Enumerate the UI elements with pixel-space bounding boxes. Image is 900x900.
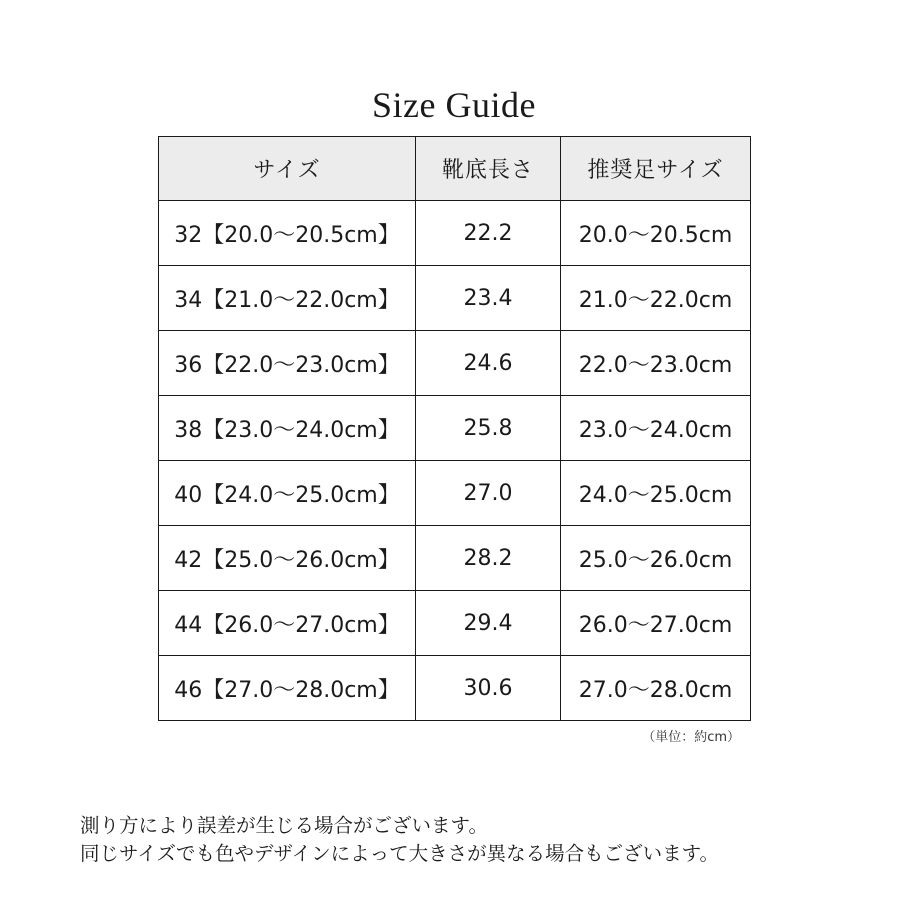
notes xyxy=(80,812,880,868)
cell-foot-size: 25.0〜26.0cm xyxy=(561,526,751,591)
table-row xyxy=(159,396,751,461)
cell-size: 38【23.0〜24.0cm】 xyxy=(159,396,416,461)
cell-size: 32【20.0〜20.5cm】 xyxy=(159,201,416,266)
unit-note: （単位：約cm） xyxy=(642,730,740,745)
table-header-row xyxy=(159,137,751,201)
cell-foot-size: 23.0〜24.0cm xyxy=(561,396,751,461)
cell-sole-length: 30.6 xyxy=(416,656,561,721)
note-line: 同じサイズでも色やデザインによって大きさが異なる場合もございます。 xyxy=(80,842,720,865)
cell-size: 34【21.0〜22.0cm】 xyxy=(159,266,416,331)
page-title: Size Guide xyxy=(372,85,536,125)
cell-sole-length: 22.2 xyxy=(416,201,561,266)
cell-foot-size: 20.0〜20.5cm xyxy=(561,201,751,266)
cell-sole-length: 29.4 xyxy=(416,591,561,656)
size-table xyxy=(158,136,751,721)
header-size: サイズ xyxy=(159,137,416,201)
cell-sole-length: 28.2 xyxy=(416,526,561,591)
table-row xyxy=(159,331,751,396)
cell-sole-length: 23.4 xyxy=(416,266,561,331)
header-sole-length: 靴底長さ xyxy=(416,137,561,201)
table-row xyxy=(159,461,751,526)
cell-foot-size: 22.0〜23.0cm xyxy=(561,331,751,396)
cell-size: 36【22.0〜23.0cm】 xyxy=(159,331,416,396)
cell-foot-size: 21.0〜22.0cm xyxy=(561,266,751,331)
cell-foot-size: 24.0〜25.0cm xyxy=(561,461,751,526)
cell-foot-size: 27.0〜28.0cm xyxy=(561,656,751,721)
header-recommended-foot-size: 推奨足サイズ xyxy=(561,137,751,201)
table-row xyxy=(159,526,751,591)
cell-size: 42【25.0〜26.0cm】 xyxy=(159,526,416,591)
cell-foot-size: 26.0〜27.0cm xyxy=(561,591,751,656)
cell-size: 44【26.0〜27.0cm】 xyxy=(159,591,416,656)
cell-sole-length: 24.6 xyxy=(416,331,561,396)
table-row xyxy=(159,266,751,331)
note-line: 測り方により誤差が生じる場合がございます。 xyxy=(80,814,488,837)
cell-sole-length: 25.8 xyxy=(416,396,561,461)
cell-sole-length: 27.0 xyxy=(416,461,561,526)
table-row xyxy=(159,591,751,656)
cell-size: 46【27.0〜28.0cm】 xyxy=(159,656,416,721)
table-row xyxy=(159,656,751,721)
cell-size: 40【24.0〜25.0cm】 xyxy=(159,461,416,526)
table-row xyxy=(159,201,751,266)
